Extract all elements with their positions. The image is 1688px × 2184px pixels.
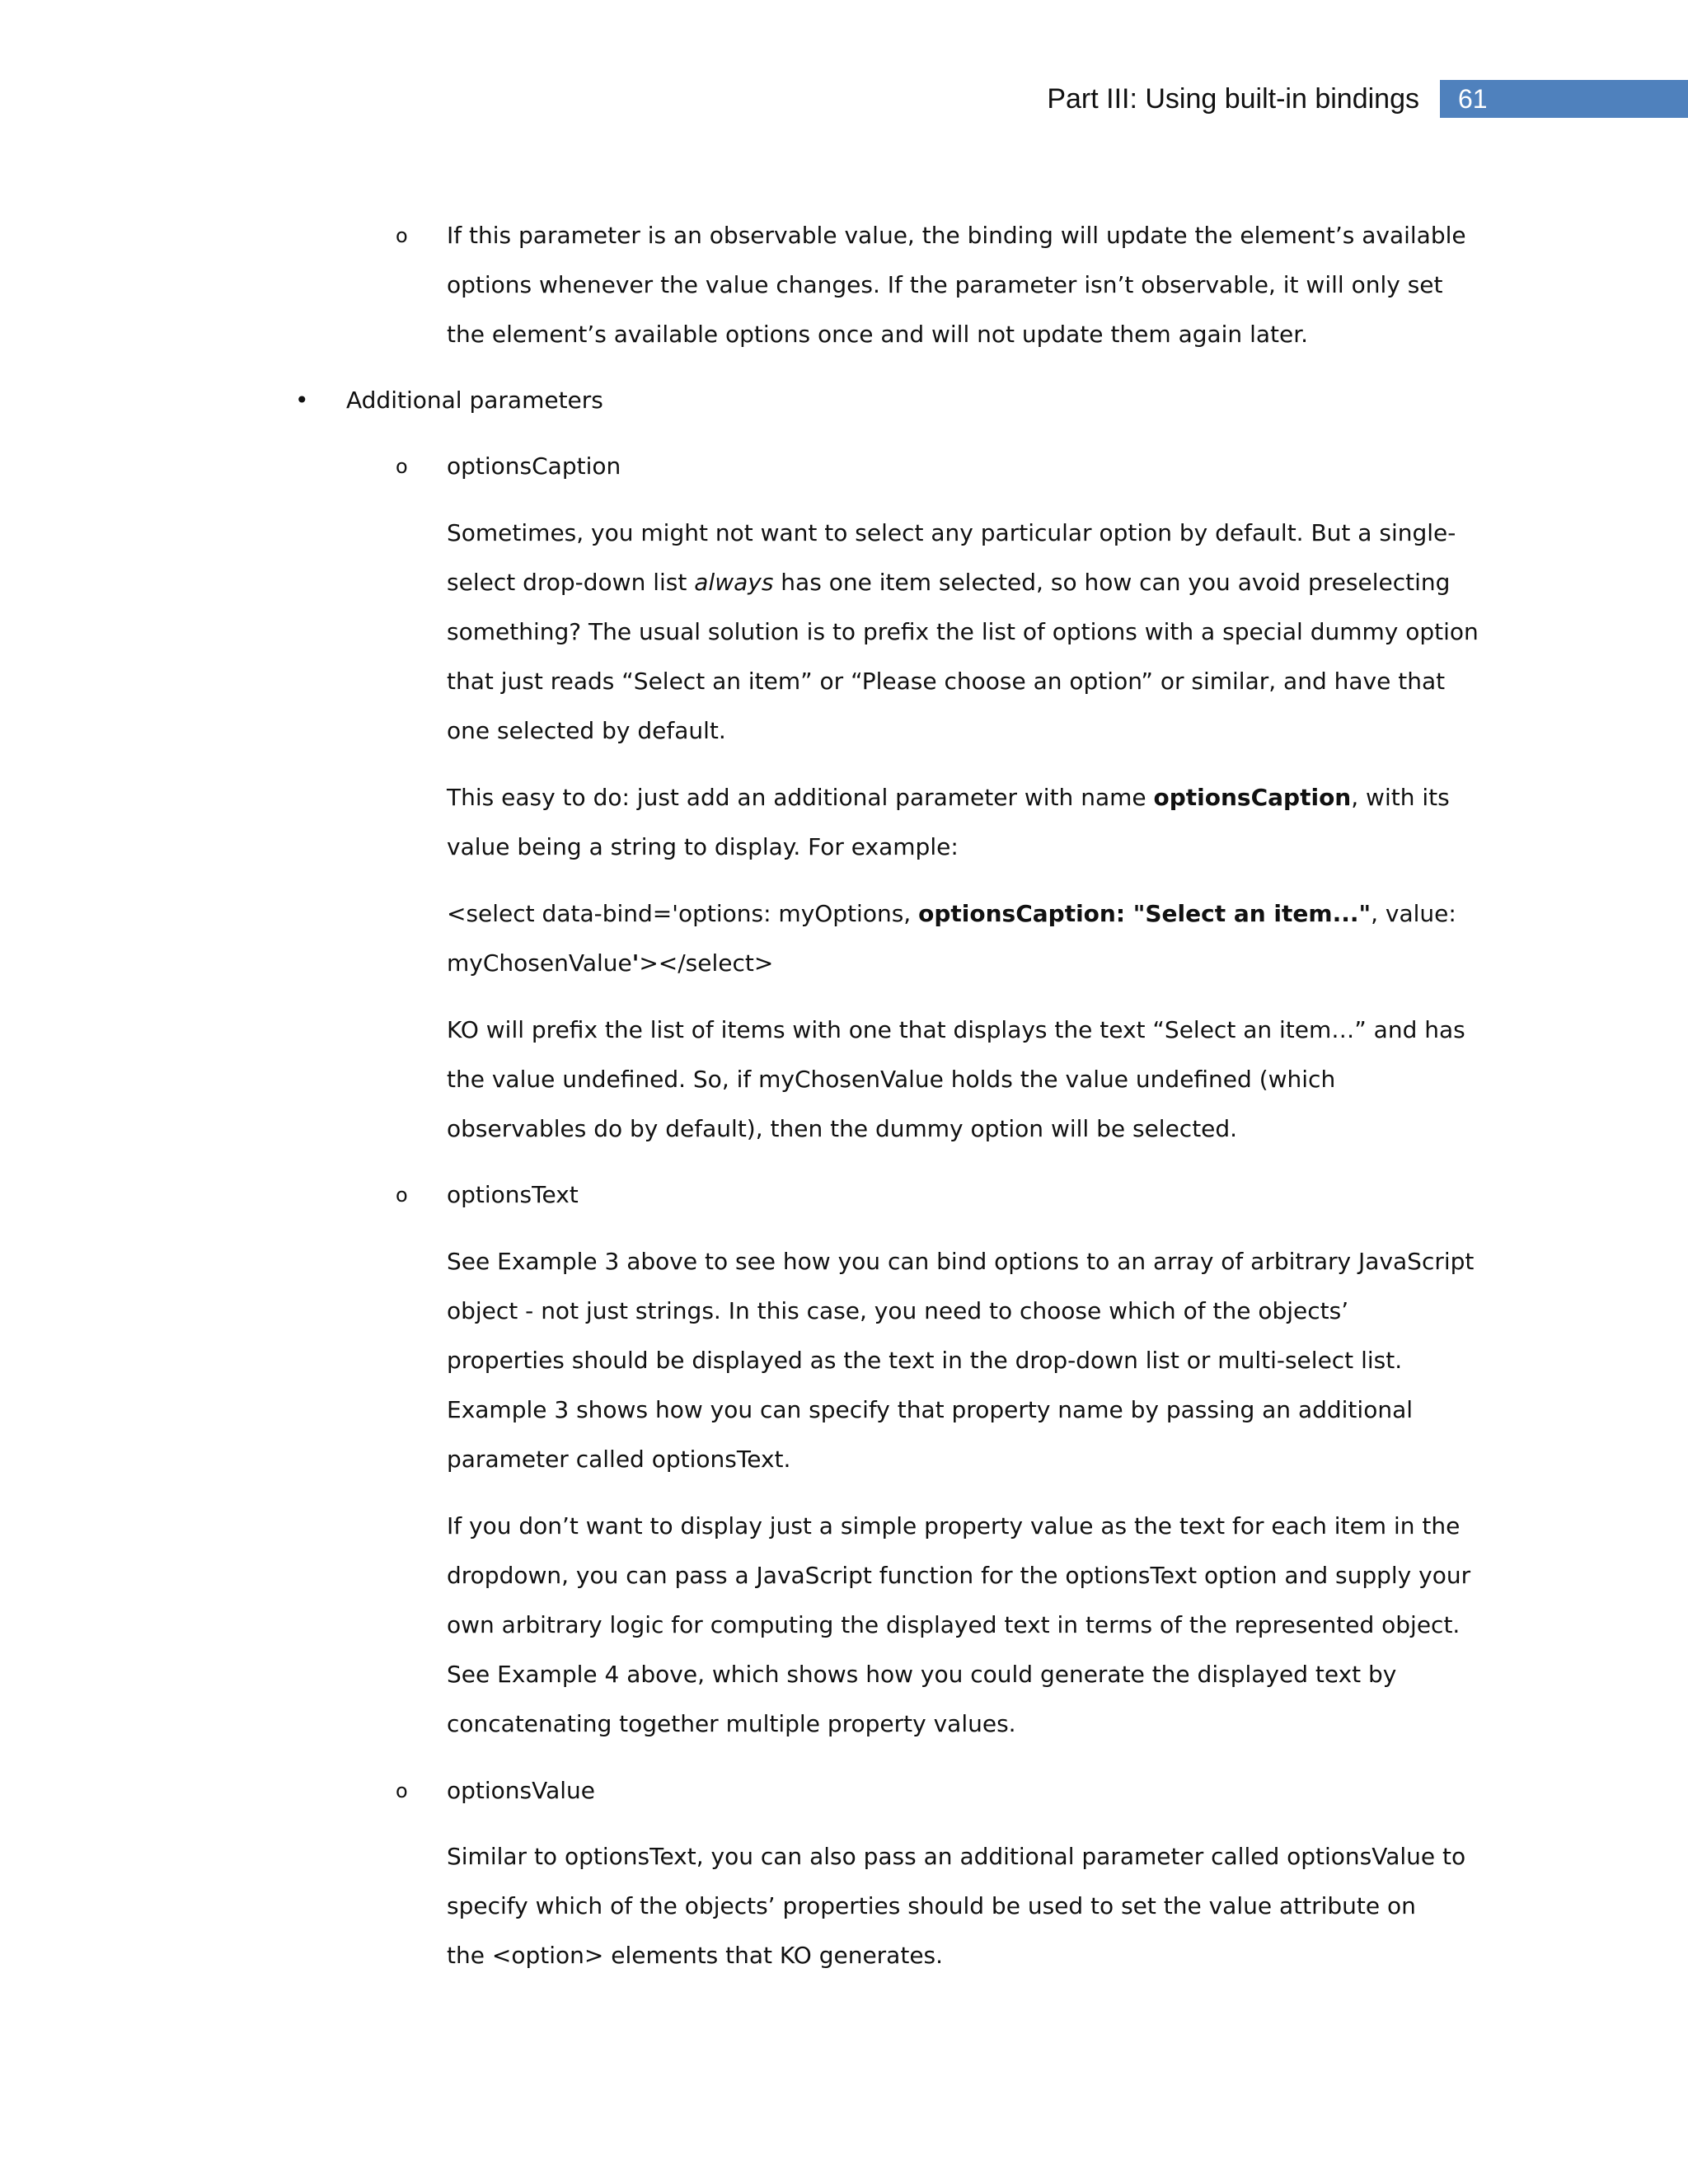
- body-line: select drop-down list always has one item selected, so how can you avoid preselecting: [447, 569, 1451, 596]
- parameter-title: optionsText: [447, 1181, 579, 1208]
- body-line: that just reads “Select an item” or “Please choose an option” or similar, and have that: [447, 668, 1446, 695]
- circle-bullet-icon: o: [396, 224, 408, 247]
- emphasis-text: always: [694, 569, 774, 596]
- parameter-title: optionsValue: [447, 1777, 596, 1804]
- parameter-title: optionsCaption: [447, 452, 621, 480]
- code-line: <select data-bind='options: myOptions, optionsCaption: "Select an item...", value:: [447, 900, 1456, 927]
- circle-bullet-icon: o: [396, 1183, 408, 1207]
- section-heading: Additional parameters: [346, 387, 603, 414]
- body-line: the element’s available options once and will not update them again later.: [447, 321, 1309, 348]
- body-line: If you don’t want to display just a simple property value as the text for each item in the: [447, 1512, 1461, 1540]
- body-line: observables do by default), then the dummy option will be selected.: [447, 1115, 1238, 1142]
- body-line: the <option> elements that KO generates.: [447, 1942, 944, 1969]
- body-line: concatenating together multiple property values.: [447, 1710, 1016, 1737]
- body-line: value being a string to display. For example:: [447, 833, 959, 860]
- body-line: something? The usual solution is to prefix the list of options with a special dummy option: [447, 618, 1479, 645]
- body-line: own arbitrary logic for computing the displayed text in terms of the represented object.: [447, 1611, 1461, 1638]
- body-line: dropdown, you can pass a JavaScript function for the optionsText option and supply your: [447, 1562, 1471, 1589]
- body-line: This easy to do: just add an additional parameter with name optionsCaption, with its: [447, 784, 1450, 811]
- body-line: object - not just strings. In this case, you need to choose which of the objects’: [447, 1297, 1349, 1324]
- body-line: If this parameter is an observable value, the binding will update the element’s available: [447, 222, 1466, 249]
- body-line: the value undefined. So, if myChosenValue holds the value undefined (which: [447, 1066, 1336, 1093]
- body-line: options whenever the value changes. If the parameter isn’t observable, it will only set: [447, 271, 1443, 298]
- body-line: See Example 3 above to see how you can bind options to an array of arbitrary JavaScript: [447, 1248, 1475, 1275]
- body-line: parameter called optionsText.: [447, 1446, 791, 1473]
- body-line: See Example 4 above, which shows how you could generate the displayed text by: [447, 1661, 1397, 1688]
- bold-term: optionsCaption: [1153, 784, 1352, 811]
- bullet-icon: •: [295, 387, 309, 414]
- circle-bullet-icon: o: [396, 455, 408, 478]
- body-line: Sometimes, you might not want to select any particular option by default. But a single-: [447, 519, 1456, 546]
- body-line: one selected by default.: [447, 717, 726, 744]
- page-number-bar: [1440, 80, 1688, 118]
- header-title: Part III: Using built-in bindings: [1047, 83, 1419, 115]
- body-line: specify which of the objects’ properties should be used to set the value attribute on: [447, 1892, 1416, 1919]
- code-line: myChosenValue'></select>: [447, 949, 774, 977]
- body-line: KO will prefix the list of items with one that displays the text “Select an item…” and has: [447, 1016, 1465, 1043]
- bold-code: optionsCaption: "Select an item...": [918, 900, 1372, 927]
- body-line: properties should be displayed as the text in the drop-down list or multi-select list.: [447, 1347, 1403, 1374]
- page-number: 61: [1458, 84, 1488, 114]
- body-line: Similar to optionsText, you can also pass an additional parameter called optionsValue to: [447, 1843, 1466, 1870]
- circle-bullet-icon: o: [396, 1779, 408, 1802]
- body-line: Example 3 shows how you can specify that property name by passing an additional: [447, 1396, 1414, 1423]
